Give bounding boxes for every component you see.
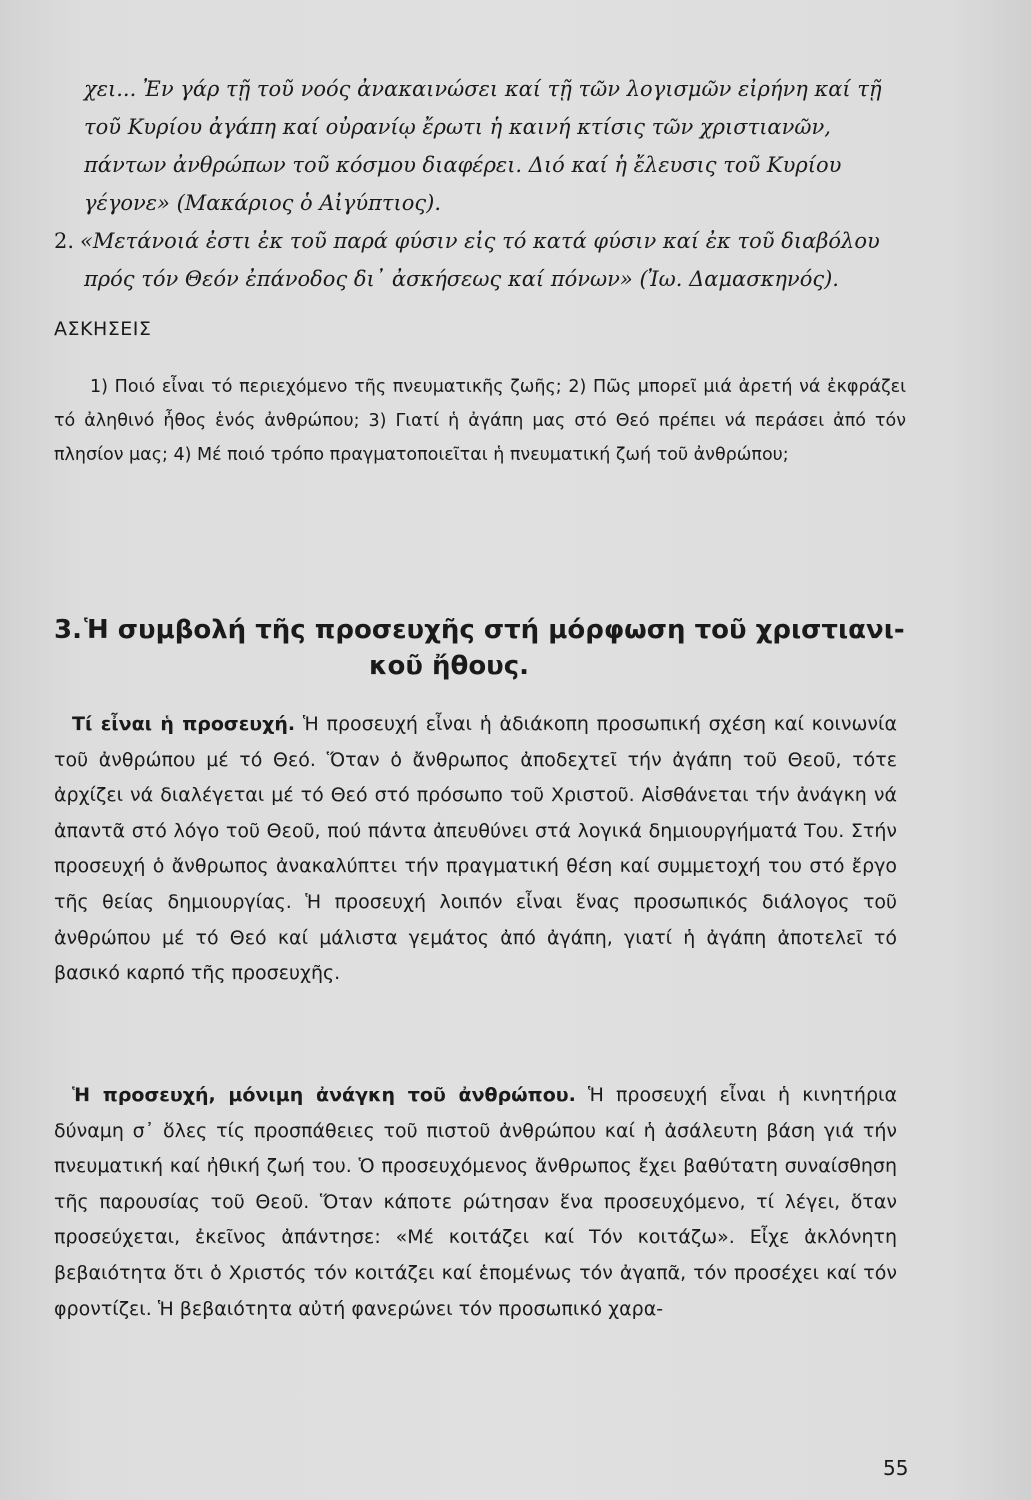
page-number: 55 [883, 1456, 909, 1480]
quote-line: πάντων ἀνθρώπων τοῦ κόσμου διαφέρει. Διό καί ἡ ἔλευσις τοῦ Κυρίου [84, 153, 842, 177]
quote-line: γέγονε» (Μακάριος ὁ Αἰγύπτιος). [84, 191, 442, 215]
quote-line: τοῦ Κυρίου ἀγάπη καί οὐρανίῳ ἔρωτι ἡ καινή κτίσις τῶν χριστιανῶν, [84, 115, 831, 139]
quote-line: «Μετάνοιά ἐστι ἐκ τοῦ παρά φύσιν εἰς τό κατά φύσιν καί ἐκ τοῦ διαβόλου [80, 229, 880, 253]
section-number: 3. [54, 615, 82, 645]
paragraph-lead: Ἡ προσευχή, μόνιμη ἀνάγκη τοῦ ἀνθρώπου. [72, 1084, 576, 1106]
exercises-text: 1) Ποιό εἶναι τό περιεχόμενο τῆς πνευματικῆς ζωῆς; 2) Πῶς μπορεῖ μιά ἀρετή νά ἐκφράζει τό ἀληθινό ἦθος ἑνός ἀνθρώπου; 3) Γιατί ἡ ἀγάπη μας στό Θεό πρέπει νά περάσει ἀπό τόν πλησίον μας; 4) Μέ ποιό τρόπο πραγματοποιεῖται ἡ πνευματική ζωή τοῦ ἀνθρώπου; [54, 377, 906, 465]
section-title-line: κοῦ ἤθους. [369, 651, 530, 681]
paragraph-body: Ἡ προσευχή εἶναι ἡ ἀδιάκοπη προσωπική σχέση καί κοινωνία τοῦ ἀνθρώπου μέ τό Θεό. Ὅταν ὁ ἄνθρωπος ἀποδεχτεῖ τήν ἀγάπη τοῦ Θεοῦ, τότε ἀρχίζει νά διαλέγεται μέ τό Θεό στό πρόσωπο τοῦ Χριστοῦ. Αἰσθάνεται τήν ἀνάγκη νά ἀπαντᾶ στό λόγο τοῦ Θεοῦ, πού πάντα ἀπευθύνει στά λογικά δημιουργήματά Του. Στήν προσευχή ὁ ἄνθρωπος ἀνακαλύπτει τήν πραγματική θέση καί συμμετοχή του στό ἔργο τῆς θείας δημιουργίας. Ἡ προσευχή λοιπόν εἶναι ἕνας προσωπικός διάλογος τοῦ ἀνθρώπου μέ τό Θεό καί μάλιστα γεμάτος ἀπό ἀγάπη, γιατί ἡ ἀγάπη ἀποτελεῖ τό βασικό καρπό τῆς προσευχῆς. [54, 713, 897, 985]
quote-block [54, 70, 906, 298]
quote-item-number: 2. [54, 229, 75, 253]
quote-line: χει... Ἐν γάρ τῇ τοῦ νοός ἀνακαινώσει καί τῇ τῶν λογισμῶν εἰρήνη καί τῇ [84, 77, 882, 101]
exercises-heading: ΑΣΚΗΣΕΙΣ [54, 318, 152, 340]
quote-item-2 [54, 222, 906, 260]
paragraph-what-is-prayer [54, 707, 897, 992]
paragraph-body: Ἡ προσευχή εἶναι ἡ κινητήρια δύναμη σ᾽ ὅλες τίς προσπάθειες τοῦ πιστοῦ ἀνθρώπου καί ἡ ἀσάλευτη βάση γιά τήν πνευματική καί ἠθική ζωή του. Ὁ προσευχόμενος ἄνθρωπος ἔχει βαθύτατη συναίσθηση τῆς παρουσίας τοῦ Θεοῦ. Ὅταν κάποτε ρώτησαν ἕνα προσευχόμενο, τί λέγει, ὅταν προσεύχεται, ἐκεῖνος ἀπάντησε: «Μέ κοιτάζει καί Τόν κοιτάζω». Εἶχε ἀκλόνητη βεβαιότητα ὅτι ὁ Χριστός τόν κοιτάζει καί ἑπομένως τόν ἀγαπᾶ, τόν προσέχει καί τόν φροντίζει. Ἡ βεβαιότητα αὐτή φανερώνει τόν προσωπικό χαρα- [54, 1084, 897, 1320]
section-title-line: Ἡ συμβολή τῆς προσευχῆς στή μόρφωση τοῦ χριστιανι- [84, 615, 905, 645]
section-title [54, 612, 906, 684]
quote-line: πρός τόν Θεόν ἐπάνοδος δι᾽ ἀσκήσεως καί πόνων» (Ἰω. Δαμασκηνός). [84, 267, 839, 291]
paragraph-prayer-need [54, 1078, 897, 1327]
paragraph-lead: Τί εἶναι ἡ προσευχή. [72, 713, 296, 735]
